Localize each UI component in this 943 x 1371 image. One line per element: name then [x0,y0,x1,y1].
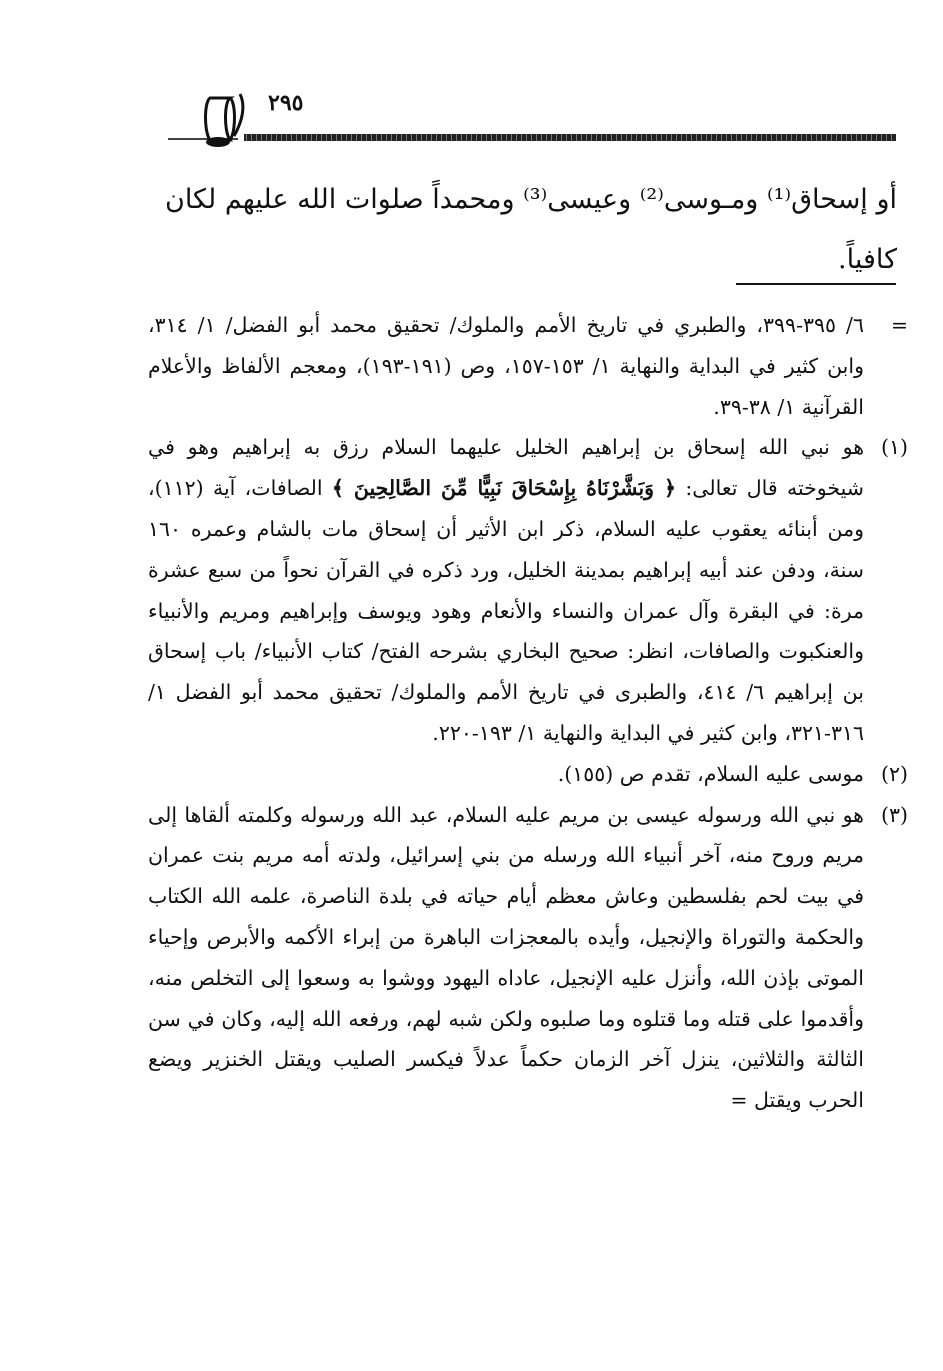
page-number: ٢٩٥ [268,90,304,116]
page-header [168,88,896,158]
quran-verse: ﴿ وَبَشَّرْنَاهُ بِإِسْحَاقَ نَبِيًّا مِّنَ الصَّالِحِينَ ﴾ [331,476,677,501]
footnote-marker: (٢) [880,761,908,786]
footnote-text: موسى عليه السلام، تقدم ص (١٥٥). [557,761,864,786]
main-paragraph: أو إسحاق⁽¹⁾ ومـوسى⁽²⁾ وعيسى⁽³⁾ ومحمداً صلوات الله عليهم لكان كافياً. [165,184,897,275]
footnote-marker: (١) [880,435,908,460]
footnote-continuation [148,305,908,427]
footnote-marker: (٣) [880,802,908,827]
footnote-text: هو نبي الله إسحاق بن إبراهيم الخليل عليهما السلام رزق به إبراهيم وهو في شيخوخته قال تعالى: [148,435,864,501]
footnote-1 [148,427,908,753]
footnote-text: هو نبي الله ورسوله عيسى بن مريم عليه السلام، عبد الله ورسوله وكلمته ألقاها إلى مريم وروح منه، آخر أنبياء الله ورسله من بني إسرائيل، ولدته أمه مريم بنت عمران في بيت لحم بفلسطين وعاش معظم أيام حياته في بلدة الناصرة، علمه الله الكتاب والحكمة والتوراة والإنجيل، وأيده بالمعجزات الباهرة من إبراء الأكمه والأبرص وإحياء الموتى بإذن الله، وأنزل عليه الإنجيل، عاداه اليهود ووشوا به وسعوا إلى التخلص منه، وأقدموا على قتله وما قتلوه وما صلبوه ولكن شبه لهم، ورفعه الله إليه، وكان في سن الثالثة والثلاثين، ينزل آخر الزمان حكماً عدلاً فيكسر الصليب ويقتل الخنزير ويضع الحرب ويقتل = [148,802,864,1113]
footnote-2 [148,754,908,795]
footnote-text: ٦/ ٣٩٥-٣٩٩، والطبري في تاريخ الأمم والملوك/ تحقيق محمد أبو الفضل/ ١/ ٣١٤، وابن كثير في البداية والنهاية ١/ ١٥٣-١٥٧، وص (١٩١-١٩٣)، ومعجم الألفاظ والأعلام القرآنية ١/ ٣٨-٣٩. [148,313,864,419]
footnote-separator [736,283,896,285]
header-rule [244,134,896,141]
footnotes [148,305,908,1121]
footnote-marker: = [890,313,908,337]
footnote-text: الصافات، آية (١١٢)، ومن أبنائه يعقوب عليه السلام، ذكر ابن الأثير أن إسحاق مات بالشام وعمره ١٦٠ سنة، ودفن عند أبيه إبراهيم بمدينة الخليل، ورد ذكره في القرآن نحواً من سبع عشرة مرة: في البقرة وآل عمران والنساء والأنعام وهود ويوسف وإبراهيم ومريم والأنبياء والعنكبوت والصافات، انظر: صحيح البخاري بشرحه الفتح/ كتاب الأنبياء/ باب إسحاق بن إبراهيم ٦/ ٤١٤، والطبرى في تاريخ الأمم والملوك/ تحقيق محمد أبو الفضل ١/ ٣١٦-٣٢١، وابن كثير في البداية والنهاية ١/ ١٩٣-٢٢٠. [148,476,864,745]
footnote-3 [148,795,908,1121]
